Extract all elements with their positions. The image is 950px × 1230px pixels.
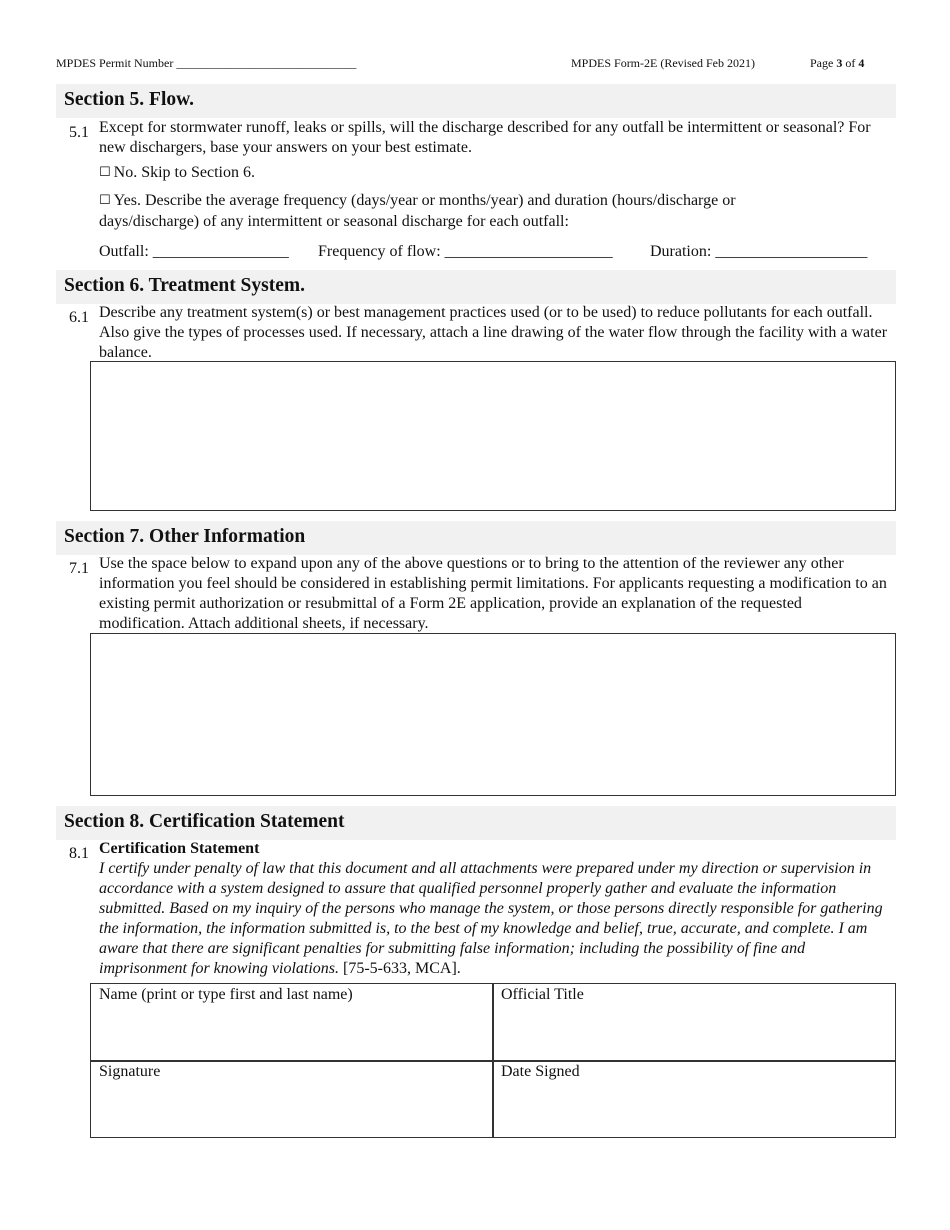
name-cell[interactable] [90, 983, 494, 1062]
option-yes-label: Yes. Describe the average frequency (days/year or months/year) and duration (hours/discharge or days/discharge) of any intermittent or seasonal discharge for each outfall: [99, 192, 736, 230]
duration-field [650, 243, 867, 261]
checkbox-no[interactable]: ☐ [99, 165, 111, 180]
section-8-title: Section 8. Certification Statement [64, 811, 345, 832]
question-8-1-number: 8.1 [69, 845, 89, 862]
other-information-textbox[interactable] [90, 633, 896, 796]
section-6-header [56, 270, 896, 304]
question-6-1-number: 6.1 [69, 309, 89, 326]
section-7-header [56, 521, 896, 555]
question-6-1-text: Describe any treatment system(s) or best management practices used (or to be used) to reduce pollutants for each outfall. Also give the types of processes used. If necessary, attach a line drawing of the water flow through the facility with a water balance. [99, 304, 888, 361]
page-indicator [810, 56, 864, 71]
certification-subhead: Certification Statement [99, 840, 260, 857]
signature-label: Signature [99, 1063, 161, 1080]
permit-number-blank[interactable]: ______________________________ [176, 56, 357, 70]
certification-text: I certify under penalty of law that this document and all attachments were prepared under my direction or supervision in accordance with a system designed to assure that qualified personnel properly gather and evaluate the information submitted. Based on my inquiry of the persons who manage the system, or those persons directly responsible for gathering the information, the information submitted is, to the best of my knowledge and belief, true, accurate, and complete. I am aware that there are significant penalties for submitting false information; including the possibility of fine and imprisonment for knowing violations. [99, 860, 883, 977]
duration-label: Duration: [650, 243, 712, 260]
outfall-field [99, 243, 289, 261]
frequency-label: Frequency of flow: [318, 243, 441, 260]
official-title-label: Official Title [501, 986, 584, 1003]
certification-citation: [75-5-633, MCA]. [343, 960, 461, 977]
date-signed-cell[interactable] [492, 1060, 896, 1138]
permit-number-field [56, 56, 356, 71]
section-5-header [56, 84, 896, 118]
question-5-1-number: 5.1 [69, 124, 89, 141]
certification-statement [99, 859, 891, 979]
section-8-header [56, 806, 896, 840]
question-7-1-text: Use the space below to expand upon any of the above questions or to bring to the attention of the reviewer any other information you feel should be considered in establishing permit limitations. For applicants requesting a modification to an existing permit authorization or resubmittal of a Form 2E application, provide an explanation of the requested modification. Attach additional sheets, if necessary. [99, 555, 887, 632]
question-7-1-number: 7.1 [69, 560, 89, 577]
page-total: 4 [858, 56, 865, 70]
page-prefix: Page [810, 56, 834, 70]
duration-blank[interactable]: ___________________ [715, 243, 868, 260]
frequency-blank[interactable]: _____________________ [444, 243, 613, 260]
section-5-title: Section 5. Flow. [64, 89, 194, 110]
option-no [99, 164, 255, 182]
checkbox-yes[interactable]: ☐ [99, 193, 111, 208]
outfall-label: Outfall: [99, 243, 149, 260]
option-no-label: No. Skip to Section 6. [113, 164, 255, 181]
question-5-1-text: Except for stormwater runoff, leaks or spills, will the discharge described for any outfall be intermittent or seasonal? For new dischargers, base your answers on your best estimate. [99, 119, 871, 156]
frequency-field [318, 243, 613, 261]
page-of: of [845, 56, 856, 70]
signature-cell[interactable] [90, 1060, 494, 1138]
permit-number-label: MPDES Permit Number [56, 56, 174, 70]
section-7-title: Section 7. Other Information [64, 526, 306, 547]
section-6-title: Section 6. Treatment System. [64, 275, 306, 296]
date-signed-label: Date Signed [501, 1063, 580, 1080]
page-current: 3 [836, 56, 843, 70]
option-yes [99, 191, 799, 232]
official-title-cell[interactable] [492, 983, 896, 1062]
name-label: Name (print or type first and last name) [99, 986, 353, 1003]
outfall-blank[interactable]: _________________ [152, 243, 289, 260]
form-name: MPDES Form-2E (Revised Feb 2021) [571, 56, 755, 70]
treatment-system-textbox[interactable] [90, 361, 896, 511]
